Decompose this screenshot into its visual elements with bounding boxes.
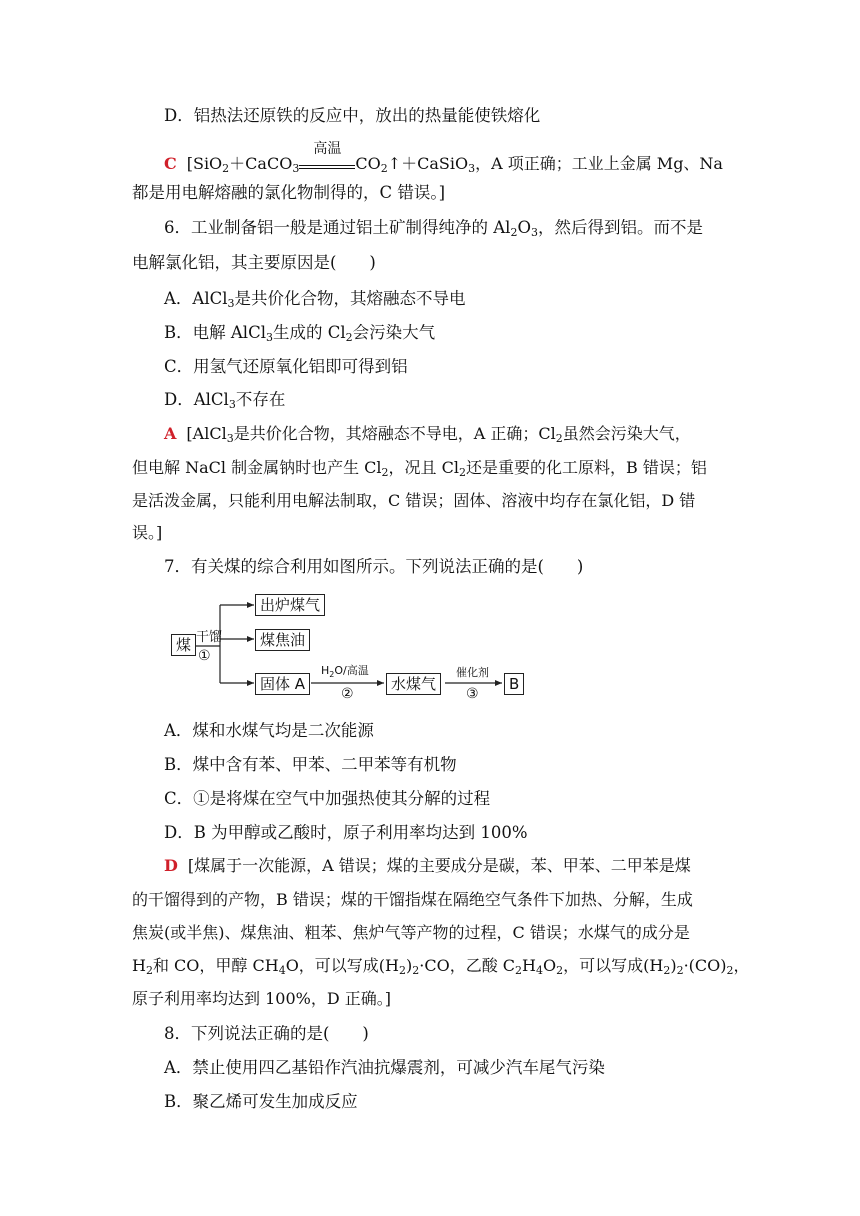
q7-answer-line3: 焦炭(或半焦)、煤焦油、粗苯、焦炉气等产物的过程，C 错误；水煤气的成分是	[132, 923, 690, 942]
q7-option-c: C．①是将煤在空气中加强热使其分解的过程	[164, 789, 491, 808]
q7-option-d: D．B 为甲醇或乙酸时，原子利用率均达到 100%	[164, 823, 528, 842]
step1-label: ①	[198, 648, 211, 664]
step3-label: ③	[466, 686, 479, 702]
furnace-gas-box: 出炉煤气	[255, 594, 325, 616]
q8-option-b: B．聚乙烯可发生加成反应	[164, 1092, 358, 1111]
q6-answer-line4: 误。]	[132, 523, 163, 542]
product-b-box: B	[504, 673, 524, 695]
q6-option-d: D．AlCl$_3$不存在	[164, 390, 286, 411]
q6-stem-line1: 6．工业制备铝一般是通过铝土矿制得纯净的 $Al_2O_3$，然后得到铝。而不是	[164, 218, 703, 239]
q6-answer-line1: A [AlCl$_3$是共价化合物，其熔融态不导电，A 正确；$Cl_2$虽然会污染大气，	[164, 424, 691, 445]
q5-answer-line2: 都是用电解熔融的氯化物制得的，C 错误。]	[132, 183, 446, 202]
q6-stem-line2: 电解氯化铝，其主要原因是( )	[132, 253, 376, 272]
q7-answer-line1: D [煤属于一次能源，A 错误；煤的主要成分是碳，苯、甲苯、二甲苯是煤	[164, 856, 691, 875]
coal-tar-box: 煤焦油	[255, 629, 310, 651]
q6-answer-line2: 但电解 NaCl 制金属钠时也产生 $Cl_2$，况且 $Cl_2$还是重要的化工原料，B 错误；铝	[132, 458, 707, 479]
q7-answer-line5: 原子利用率均达到 100%，D 正确。]	[132, 989, 391, 1008]
catalyst-label: 催化剂	[456, 666, 489, 679]
answer-letter: C	[164, 154, 177, 173]
q5-option-d: D．铝热法还原铁的反应中，放出的热量能使铁熔化	[164, 106, 541, 125]
step2-label: ②	[341, 686, 354, 702]
step2-condition: $H_2O/$高温	[321, 664, 369, 679]
water-gas-box: 水煤气	[386, 673, 441, 695]
answer-letter: D	[164, 856, 178, 875]
coal-box: 煤	[171, 634, 196, 656]
coal-utilization-diagram	[168, 591, 528, 703]
q6-option-b: B．电解 AlCl$_3$生成的 $Cl_2$会污染大气	[164, 323, 436, 344]
q6-answer-line3: 是活泼金属，只能利用电解法制取，C 错误；固体、溶液中均存在氯化铝，D 错	[132, 491, 696, 510]
q5-answer-line1: C [SiO$_2$＋CaCO$_3$ 高温 $CO_2↑+CaSiO_3$，A 项正确；工业上金属 Mg、Na	[164, 141, 723, 175]
q6-option-c: C．用氢气还原氧化铝即可得到铝	[164, 357, 408, 376]
q7-option-b: B．煤中含有苯、甲苯、二甲苯等有机物	[164, 755, 457, 774]
q7-answer-line4: $H_2$和 CO，甲醇 $CH_4O$，可以写成$(H_2)_2\cdot CO$，乙酸 $C_2H_4O_2$，可以写成$(H_2)_2\cdot(CO)_2$，	[132, 956, 750, 977]
dry-distillation-label: 干馏	[196, 630, 223, 645]
q7-option-a: A．煤和水煤气均是二次能源	[164, 721, 374, 740]
q7-answer-line2: 的干馏得到的产物，B 错误；煤的干馏指煤在隔绝空气条件下加热、分解，生成	[132, 890, 693, 909]
reaction-condition: 高温	[299, 156, 355, 169]
answer-letter: A	[164, 424, 177, 443]
q8-stem: 8．下列说法正确的是( )	[164, 1024, 369, 1043]
q7-stem: 7．有关煤的综合利用如图所示。下列说法正确的是( )	[164, 557, 584, 576]
q8-option-a: A．禁止使用四乙基铅作汽油抗爆震剂，可减少汽车尾气污染	[164, 1058, 605, 1077]
solid-a-box: 固体 A	[255, 673, 310, 695]
q6-option-a: A．AlCl$_3$是共价化合物，其熔融态不导电	[164, 289, 466, 310]
